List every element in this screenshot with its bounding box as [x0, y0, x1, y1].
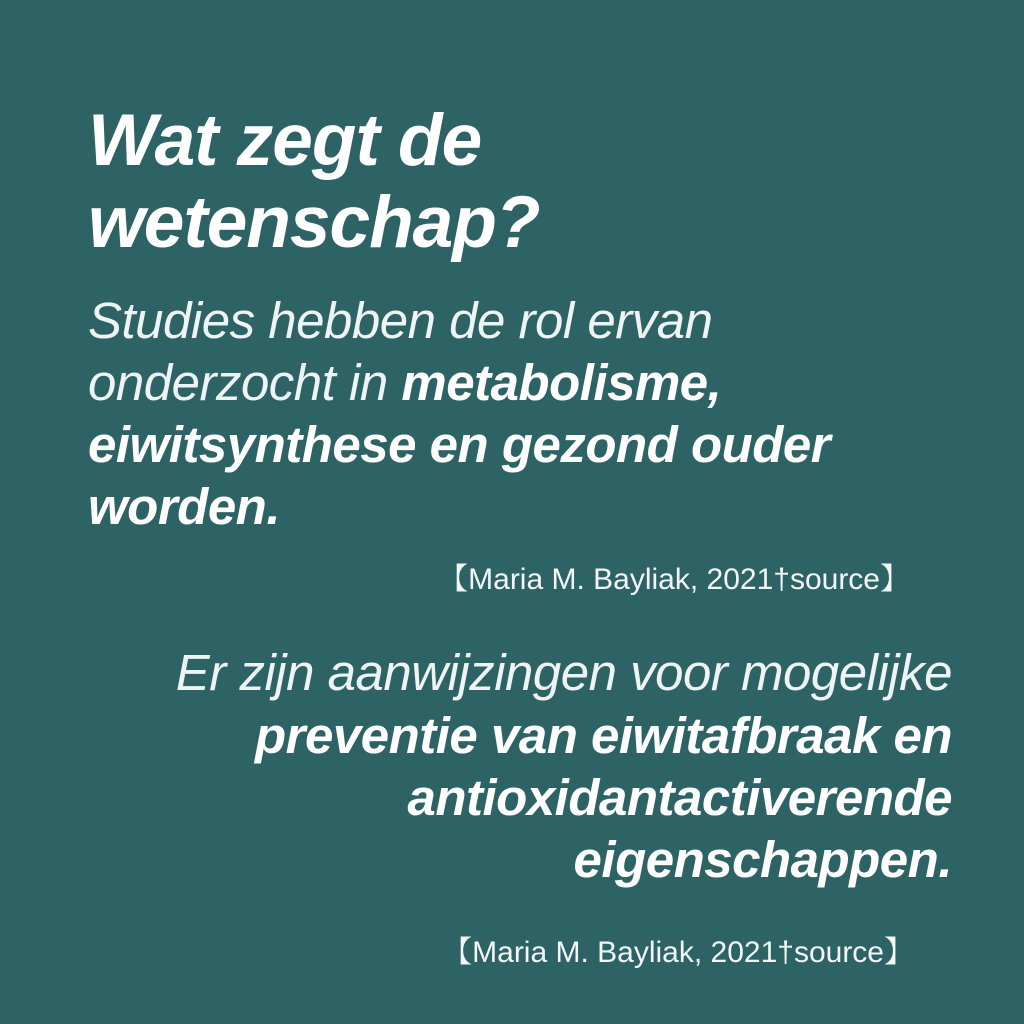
statement-one-text [88, 290, 952, 539]
statement-one-emphasis: metabolisme, eiwitsynthese en gezond ouder worden. [88, 353, 831, 536]
statement-one-citation: 【Maria M. Bayliak, 2021†source】 [438, 563, 910, 597]
statement-two-emphasis: preventie van eiwitafbraak en antioxidantactiverende eigenschappen. [255, 706, 952, 889]
statement-two-citation: 【Maria M. Bayliak, 2021†source】 [442, 936, 914, 970]
bottom-spacer [88, 971, 952, 984]
statement-two-text [88, 642, 952, 891]
page-title: Wat zegt de wetenschap? [88, 100, 540, 263]
statement-one-lead: Studies hebben de rol ervan onderzocht in [88, 291, 713, 411]
statement-two [88, 598, 952, 971]
statement-two-lead: Er zijn aanwijzingen voor mogelijke [175, 644, 952, 702]
statement-one [88, 290, 952, 599]
